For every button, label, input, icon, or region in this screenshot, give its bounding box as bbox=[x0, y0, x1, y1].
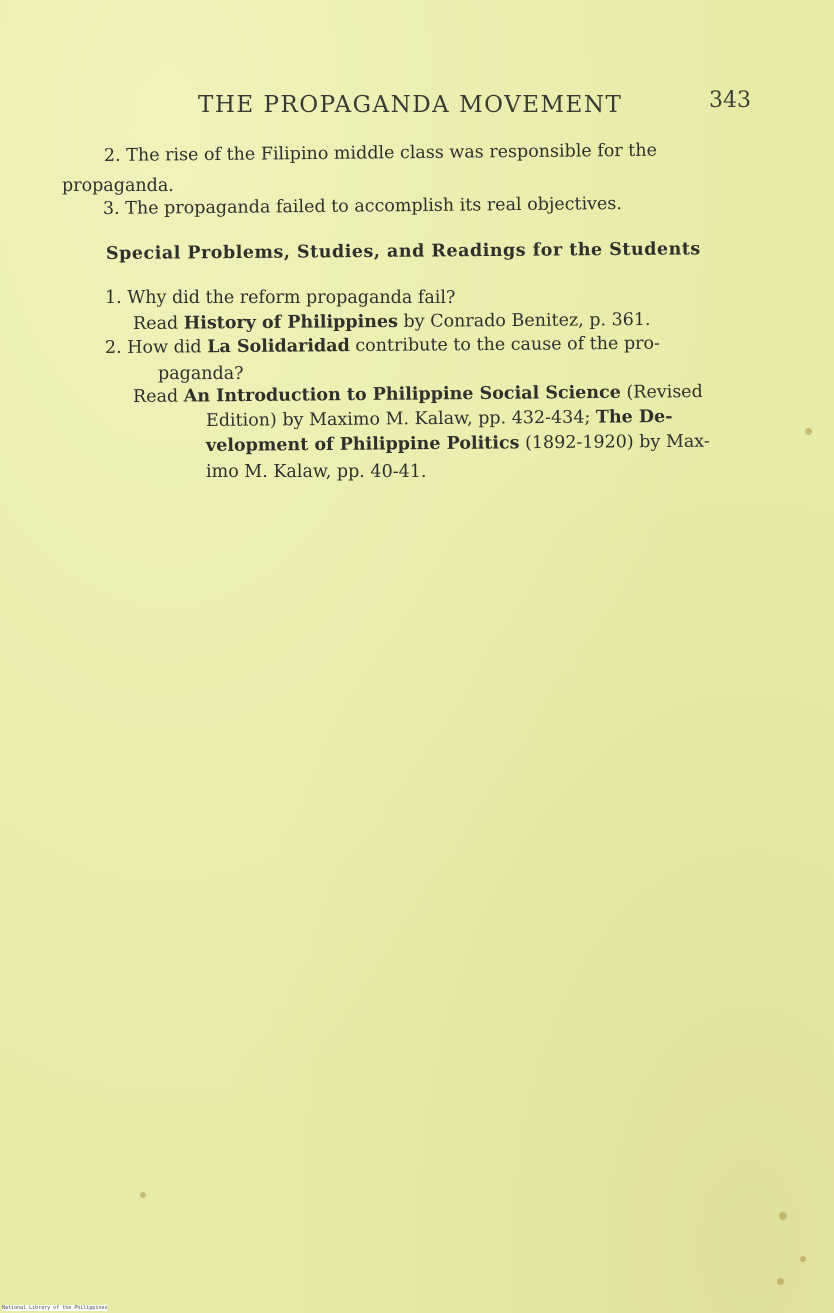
reading-2-line-2-plain: Edition) by Maximo M. Kalaw, pp. 432-434; bbox=[205, 407, 596, 431]
question-2-line-2: paganda? bbox=[158, 364, 244, 384]
question-2-rest: contribute to the cause of the pro- bbox=[349, 333, 661, 357]
paper-speck bbox=[800, 1256, 806, 1262]
reading-1 bbox=[133, 310, 651, 334]
reading-2-line-2 bbox=[206, 407, 673, 431]
reading-2-line-2-bold: The De- bbox=[595, 406, 673, 428]
reading-2-line-3-plain: (1892-1920) by Max- bbox=[519, 431, 710, 454]
reading-2-line-3 bbox=[206, 432, 710, 456]
statement-2-line-2: propaganda. bbox=[62, 176, 174, 196]
reading-2-title: An Introduction to Philippine Social Science bbox=[183, 382, 621, 407]
question-1: 1. Why did the reform propaganda fail? bbox=[105, 288, 456, 308]
reading-1-rest: by Conrado Benitez, p. 361. bbox=[397, 309, 651, 332]
question-2-title: La Solidaridad bbox=[207, 336, 350, 358]
reading-2-prefix: Read bbox=[132, 386, 184, 407]
statement-2-line-1: 2. The rise of the Filipino middle class was responsible for the bbox=[103, 140, 657, 166]
reading-2-line-3-bold: velopment of Philippine Politics bbox=[205, 433, 520, 456]
question-2-prefix: 2. How did bbox=[104, 337, 208, 358]
paper-speck bbox=[777, 1278, 784, 1285]
reading-2-line-4: imo M. Kalaw, pp. 40-41. bbox=[206, 462, 427, 482]
reading-1-title: History of Philippines bbox=[183, 311, 399, 334]
reading-1-prefix: Read bbox=[132, 313, 184, 334]
paper-speck bbox=[779, 1212, 787, 1220]
footer-credit: National Library of the Philippines bbox=[2, 1305, 108, 1311]
page-number: 343 bbox=[709, 88, 751, 113]
question-2-line-1 bbox=[105, 334, 660, 358]
paper-speck bbox=[805, 428, 812, 435]
statement-3: 3. The propaganda failed to accomplish its real objectives. bbox=[102, 194, 623, 219]
section-heading: Special Problems, Studies, and Readings for the Students bbox=[105, 239, 701, 264]
running-title: THE PROPAGANDA MOVEMENT bbox=[198, 92, 623, 118]
reading-2-rest: (Revised bbox=[620, 382, 703, 403]
reading-2-line-1 bbox=[133, 382, 703, 407]
paper-speck bbox=[140, 1192, 146, 1198]
